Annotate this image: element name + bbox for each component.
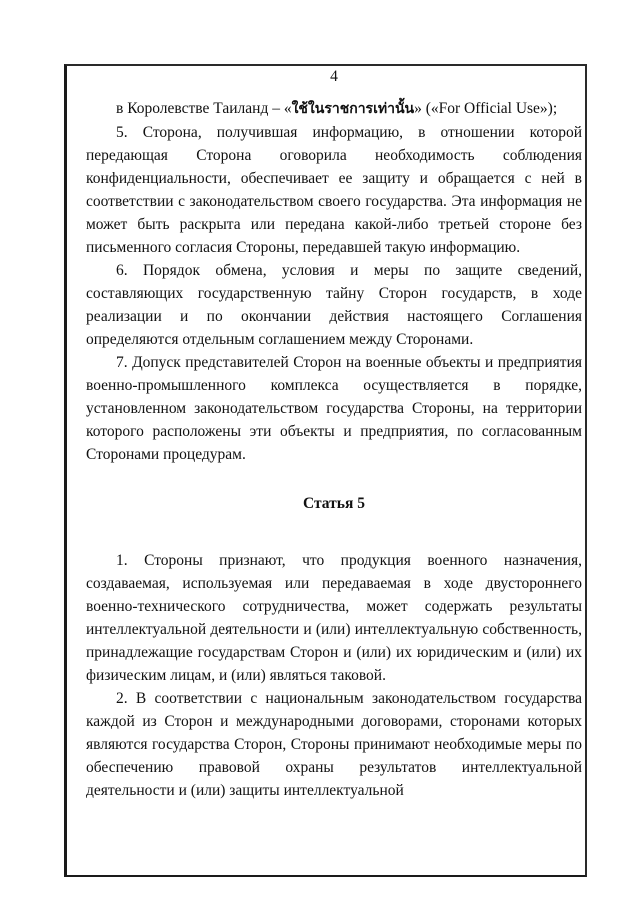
paragraph-5: 5. Сторона, получившая информацию, в отношении которой передающая Сторона оговорила необходимость соблюдения конфиденциальности, обеспечивает ее защиту и обращается с ней в соответствии с законодательством своего государства. Эта информация не может быть раскрыта или передана какой-либо третьей стороне без письменного согласия Стороны, передавшей такую информацию.: [86, 124, 582, 256]
article-paragraph-2: 2. В соответствии с национальным законодательством государства каждой из Сторон и международными договорами, сторонами которых являются государства Сторон, Стороны принимают необходимые меры по обеспечению правовой охраны результатов интеллектуальной деятельности и (или) защиты интеллектуальной: [86, 690, 582, 799]
paragraph-7: 7. Допуск представителей Сторон на военные объекты и предприятия военно-промышленного комплекса осуществляется в порядке, установленном законодательством государства Стороны, на территории которого расположены эти объекты и предприятия, по согласованным Сторонами процедурам.: [86, 354, 582, 463]
page-number: 4: [330, 68, 338, 85]
intro-text-pre: в Королевстве Таиланд – «: [116, 100, 292, 117]
intro-text-post: » («For Official Use»);: [414, 100, 558, 117]
article-paragraph-1: 1. Стороны признают, что продукция военного назначения, создаваемая, используемая или передаваемая в ходе двустороннего военно-технического сотрудничества, может содержать результаты интеллектуальной деятельности и (или) интеллектуальную собственность, принадлежащие государствам Сторон и (или) их юридическим и (или) их физическим лицам, и (или) являться таковой.: [86, 552, 582, 684]
paragraph-6: 6. Порядок обмена, условия и меры по защите сведений, составляющих государственную тайну Сторон государств, в ходе реализации и по окончании действия настоящего Соглашения определяются отдельным соглашением между Сторонами.: [86, 262, 582, 348]
document-page: [86, 66, 582, 802]
paragraph-intro-continuation: [86, 97, 582, 121]
intro-thai-text: ใช้ในราชการเท่านั้น: [291, 101, 415, 117]
article-heading: Статья 5: [303, 495, 365, 512]
